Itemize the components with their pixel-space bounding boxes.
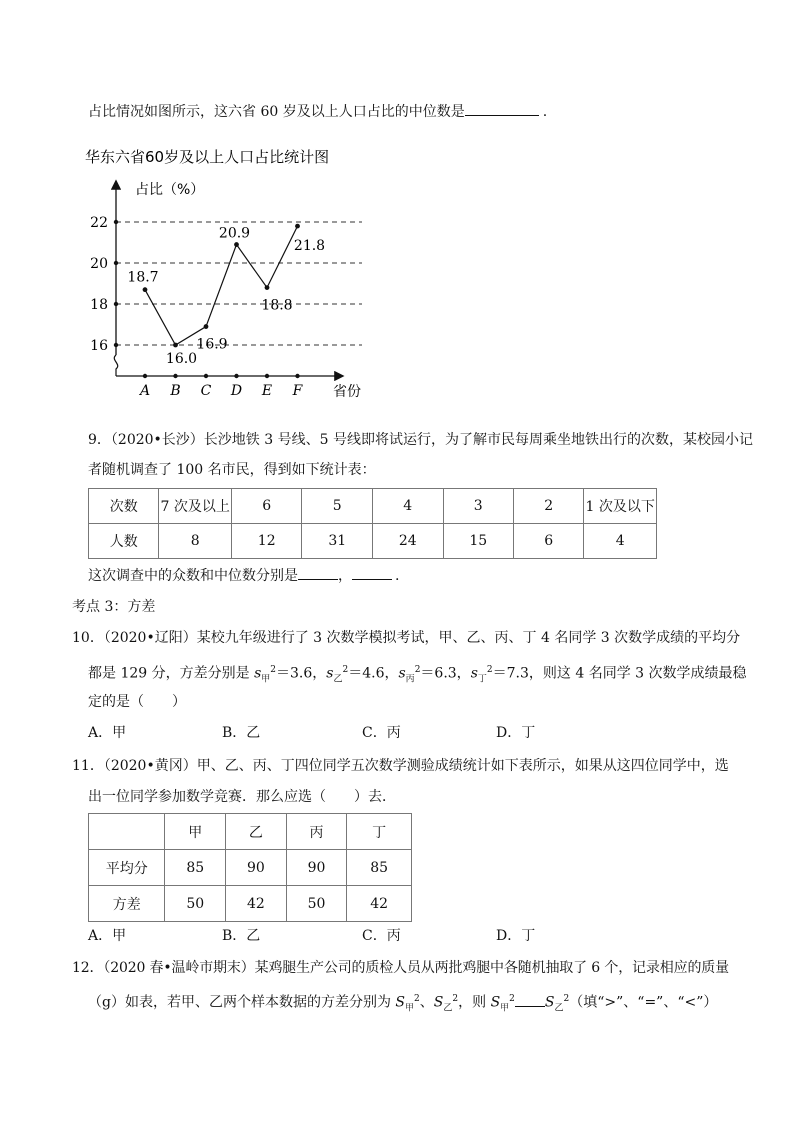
table-cell: 31 — [302, 524, 373, 559]
data-point — [234, 242, 239, 247]
q9-table-header-row — [89, 489, 657, 524]
q10-option-b: B．乙 — [222, 725, 261, 741]
superscript-2: 2 — [509, 994, 515, 1004]
y-tick-dot — [114, 343, 118, 347]
q10-line1: 10．（2020•辽阳）某校九年级进行了 3 次数学模拟考试，甲、乙、丙、丁 4 名同学 3 次数学成绩的平均分 — [72, 630, 741, 646]
q8-answer-blank — [465, 101, 539, 116]
x-tick-dot — [234, 374, 238, 378]
table-cell: 平均分 — [89, 850, 165, 886]
q10-line2-text: 都是 129 分，方差分别是 — [88, 665, 255, 682]
subscript-yi: 乙 — [333, 674, 343, 685]
q9-after-prefix: 这次调查中的众数和中位数分别是 — [88, 568, 298, 584]
value-ding: ＝7.3，则这 4 名同学 3 次数学成绩最稳 — [492, 665, 747, 682]
data-label: 16.0 — [165, 351, 198, 367]
data-label: 18.8 — [261, 297, 293, 314]
q9-table-data-row — [89, 524, 657, 559]
variance-symbol: s — [398, 665, 406, 682]
x-tick-dot — [173, 374, 177, 378]
table-cell: 6 — [514, 524, 584, 559]
data-label: 20.9 — [218, 225, 251, 242]
q8-intro-prefix: 占比情况如图所示，这六省 60 岁及以上人口占比的中位数是 — [88, 104, 465, 120]
data-label: 18.7 — [127, 269, 159, 286]
subscript-bing: 丙 — [405, 674, 415, 685]
q11-option-c: C．丙 — [362, 928, 401, 944]
q9-line1: 9．（2020•长沙）长沙地铁 3 号线、5 号线即将试运行，为了解市民每周乘坐地铁出行的次数，某校园小记 — [88, 432, 753, 448]
q9-line2: 者随机调查了 100 名市民，得到如下统计表： — [88, 462, 376, 478]
x-tick-label: D — [230, 383, 243, 399]
table-cell: 乙 — [226, 814, 287, 850]
subscript-ding: 丁 — [477, 674, 487, 685]
variance-symbol: s — [470, 665, 478, 682]
superscript-2: 2 — [270, 665, 277, 675]
subscript-jia: 甲 — [405, 1003, 415, 1014]
y-tick-label: 22 — [90, 215, 108, 231]
q8-intro-suffix: . — [542, 104, 548, 120]
q11-line1: 11．（2020•黄冈）甲、乙、丙、丁四位同学五次数学测验成绩统计如下表所示，如果从这四位同学中，选 — [72, 758, 729, 774]
value-yi: ＝4.6， — [348, 665, 399, 682]
subscript-jia: 甲 — [261, 674, 271, 685]
q12-comma: 、 — [419, 994, 434, 1011]
table-cell: 4 — [372, 489, 443, 524]
table-cell: 15 — [443, 524, 514, 559]
table-cell — [89, 814, 165, 850]
subscript-yi: 乙 — [554, 1003, 564, 1014]
kaodian-3-heading: 考点 3：方差 — [72, 599, 156, 615]
x-tick-label: F — [292, 383, 303, 399]
subscript-yi: 乙 — [443, 1003, 453, 1014]
x-tick-dot — [295, 374, 299, 378]
table-cell: 1 次及以下 — [584, 489, 657, 524]
value-bing: ＝6.3， — [420, 665, 471, 682]
x-tick-label: E — [261, 383, 273, 399]
q12-line2 — [88, 989, 717, 1018]
y-tick-dot — [114, 261, 118, 265]
superscript-2: 2 — [452, 994, 459, 1004]
table-cell: 次数 — [89, 489, 159, 524]
axis-break — [114, 355, 117, 376]
table-cell: 2 — [514, 489, 584, 524]
variance-symbol: S — [433, 994, 444, 1011]
q10-option-a: A．甲 — [88, 725, 127, 741]
q9-after-suffix: . — [395, 568, 400, 584]
q12-line1: 12．（2020 春•温岭市期末）某鸡腿生产公司的质检人员从两批鸡腿中各随机抽取了 6 个，记录相应的质量 — [72, 960, 730, 976]
superscript-2: 2 — [414, 665, 421, 675]
table-cell: 6 — [231, 489, 302, 524]
chart-ylabel: 占比（%） — [135, 182, 205, 198]
table-cell: 3 — [443, 489, 514, 524]
table-cell: 甲 — [165, 814, 226, 850]
q8-intro-line — [88, 101, 547, 122]
table-cell: 丙 — [286, 814, 347, 850]
table-cell: 12 — [231, 524, 302, 559]
data-label: 16.9 — [196, 336, 228, 353]
q12-fill-hint: （填“>”、“=”、“<”） — [569, 994, 718, 1011]
data-label: 21.8 — [293, 238, 326, 255]
q11-option-d: D．丁 — [496, 928, 536, 944]
table-cell: 90 — [286, 850, 347, 886]
data-point — [295, 224, 300, 229]
table-cell: 42 — [226, 886, 287, 922]
table-cell: 85 — [347, 850, 412, 886]
table-cell: 5 — [302, 489, 373, 524]
superscript-2: 2 — [414, 994, 420, 1004]
q10-option-d: D．丁 — [496, 725, 536, 741]
data-point — [143, 287, 148, 292]
value-jia: ＝3.6， — [276, 665, 327, 682]
table-cell: 4 — [584, 524, 657, 559]
q9-after-sep: ， — [338, 568, 352, 584]
superscript-2: 2 — [342, 665, 349, 675]
q10-line3: 定的是（ ） — [88, 694, 186, 710]
q10-line2 — [88, 660, 747, 689]
q9-blank-median — [352, 565, 392, 580]
table-cell: 方差 — [89, 886, 165, 922]
chart-xlabel: 省份 — [333, 384, 361, 400]
q9-after-line — [88, 565, 399, 586]
q10-option-c: C．丙 — [362, 725, 401, 741]
x-tick-dot — [204, 374, 208, 378]
table-cell: 24 — [372, 524, 443, 559]
table-cell: 7 次及以上 — [159, 489, 231, 524]
data-point — [265, 285, 270, 290]
series-line — [145, 226, 298, 345]
subscript-jia: 甲 — [500, 1003, 510, 1014]
x-tick-dot — [143, 374, 147, 378]
y-tick-dot — [114, 220, 118, 224]
superscript-2: 2 — [486, 665, 493, 675]
variance-symbol: S — [544, 994, 555, 1011]
table-cell: 50 — [165, 886, 226, 922]
data-point — [204, 324, 209, 329]
q11-table-row-variance — [89, 886, 412, 922]
variance-symbol: s — [254, 665, 262, 682]
table-cell: 42 — [347, 886, 412, 922]
x-tick-label: B — [170, 383, 181, 399]
y-tick-dot — [114, 302, 118, 306]
variance-symbol: s — [326, 665, 334, 682]
q12-then: ，则 — [458, 994, 491, 1011]
q9-blank-mode — [298, 565, 338, 580]
table-cell: 90 — [226, 850, 287, 886]
table-cell: 85 — [165, 850, 226, 886]
table-cell: 8 — [159, 524, 231, 559]
table-cell: 人数 — [89, 524, 159, 559]
q11-option-a: A．甲 — [88, 928, 127, 944]
variance-symbol: S — [395, 994, 406, 1011]
q12-line2-text: （g）如表，若甲、乙两个样本数据的方差分别为 — [88, 994, 396, 1011]
q11-table-header-row — [89, 814, 412, 850]
x-tick-label: C — [200, 383, 212, 399]
y-tick-label: 16 — [90, 338, 108, 354]
superscript-2: 2 — [563, 994, 570, 1004]
q12-answer-blank — [515, 992, 545, 1007]
q11-table-row-mean — [89, 850, 412, 886]
variance-symbol: S — [490, 994, 501, 1011]
chart-title: 华东六省60岁及以上人口占比统计图 — [85, 148, 330, 166]
table-cell: 50 — [286, 886, 347, 922]
x-tick-label: A — [139, 383, 151, 399]
q11-line2: 出一位同学参加数学竞赛．那么应选（ ）去． — [88, 789, 396, 805]
data-point — [173, 343, 178, 348]
y-tick-label: 20 — [90, 256, 108, 272]
line-chart — [80, 140, 410, 405]
q11-table — [88, 813, 412, 922]
q11-option-b: B．乙 — [222, 928, 261, 944]
y-tick-label: 18 — [90, 297, 108, 313]
x-tick-dot — [265, 374, 269, 378]
table-cell: 丁 — [347, 814, 412, 850]
q9-table — [88, 488, 657, 559]
